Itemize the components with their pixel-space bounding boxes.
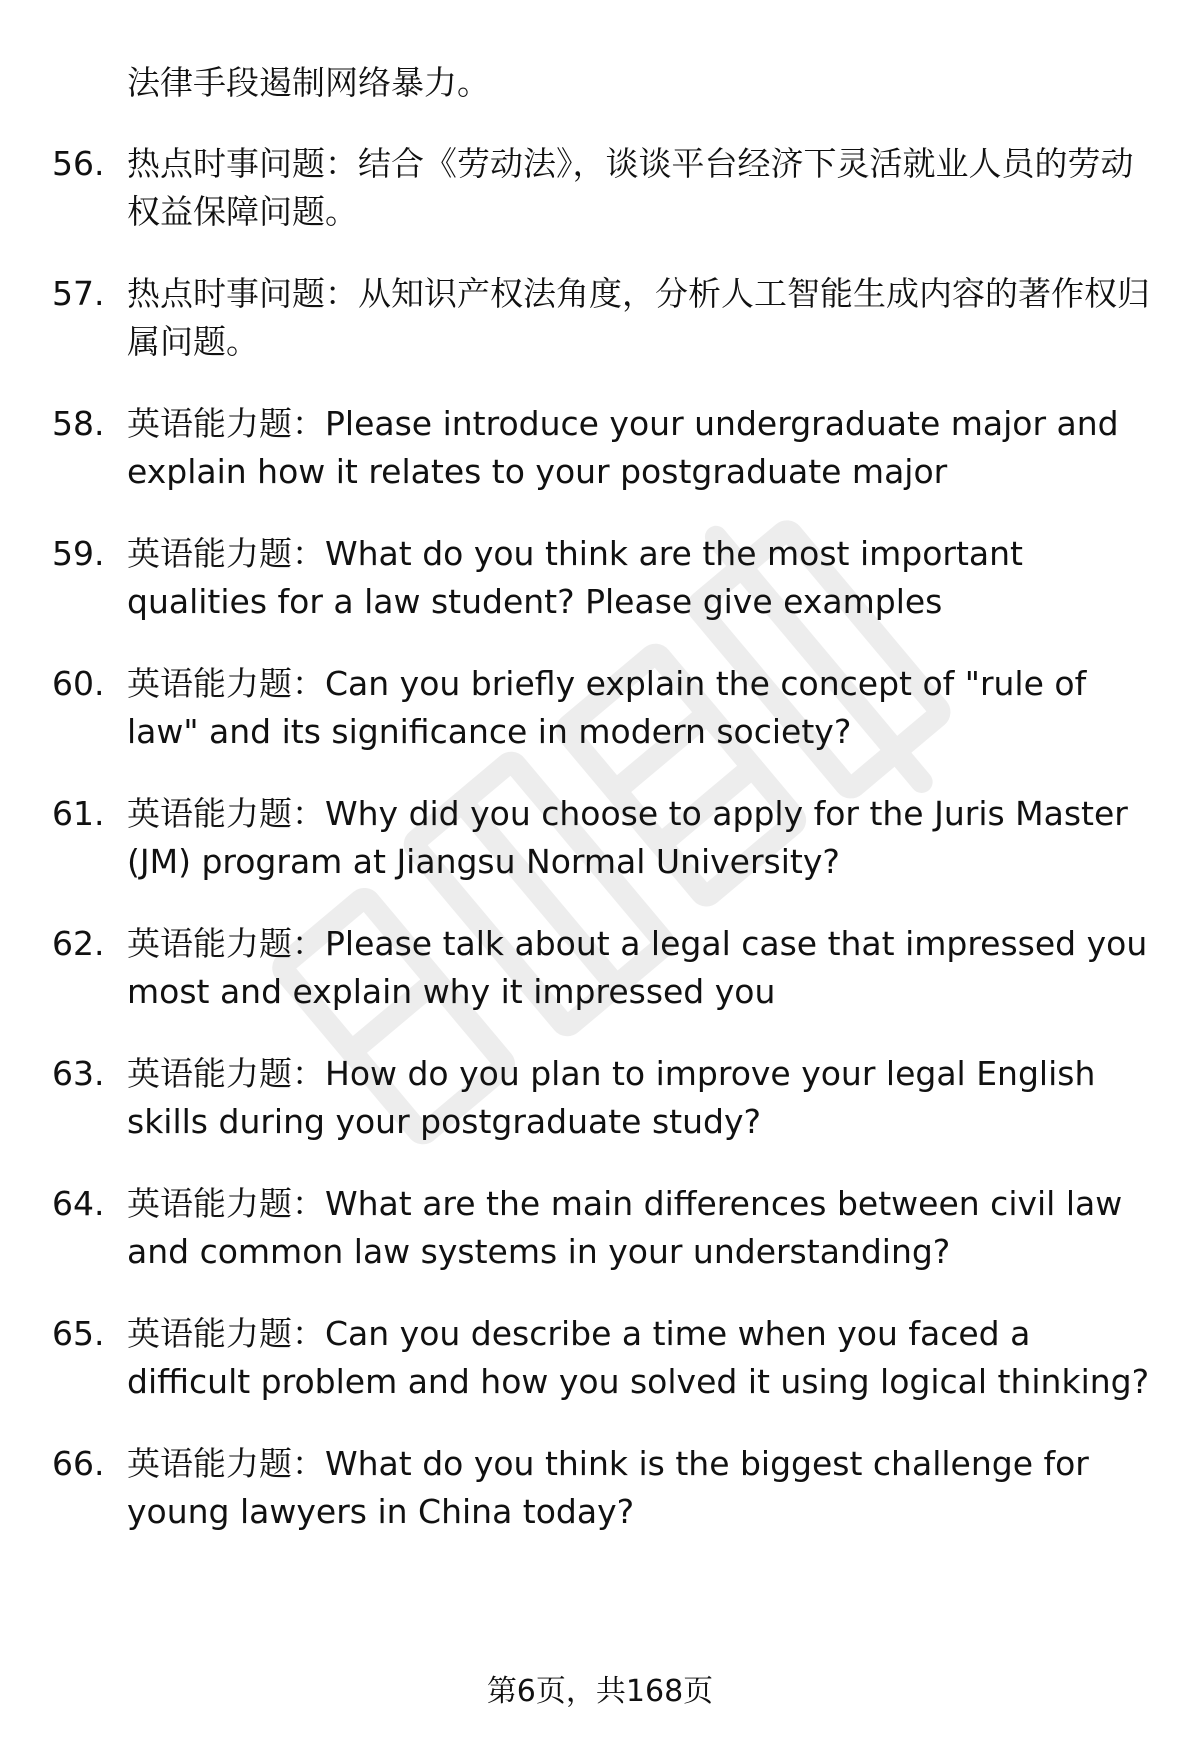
question-item [0,1050,1200,1146]
question-text: 英语能力题：What do you think is the biggest challenge for young lawyers in China today? [127,1444,1089,1531]
question-text: 英语能力题：Why did you choose to apply for the Juris Master (JM) program at Jiangsu Normal University? [127,794,1128,881]
page-footer: 第6页，共168页 [486,1674,714,1709]
question-number: 59. [52,534,105,573]
question-number: 57. [52,274,105,313]
continuation-text: 法律手段遏制网络暴力。 [127,63,490,102]
question-text: 英语能力题：Please talk about a legal case that impressed you most and explain why it impressed you [127,924,1148,1011]
question-text: 英语能力题：What do you think are the most important qualities for a law student? Please give examples [127,534,1023,621]
question-text: 英语能力题：Can you briefly explain the concept of "rule of law" and its significance in modern society? [127,664,1087,751]
question-number: 65. [52,1314,105,1353]
question-text: 热点时事问题：从知识产权法角度，分析人工智能生成内容的著作权归属问题。 [127,274,1150,361]
question-number: 62. [52,924,105,963]
question-number: 60. [52,664,105,703]
question-number: 56. [52,144,105,183]
question-number: 64. [52,1184,105,1223]
question-item [0,920,1200,1016]
question-list [0,140,1200,1570]
question-number: 63. [52,1054,105,1093]
question-item [0,790,1200,886]
question-text: 英语能力题：Please introduce your undergraduate major and explain how it relates to your postgraduate major [127,404,1119,491]
question-item [0,1440,1200,1536]
question-number: 58. [52,404,105,443]
question-text: 热点时事问题：结合《劳动法》，谈谈平台经济下灵活就业人员的劳动权益保障问题。 [127,144,1134,231]
question-item [0,270,1200,366]
question-item [0,530,1200,626]
question-text: 英语能力题：Can you describe a time when you faced a difficult problem and how you solved it using logical thinking? [127,1314,1150,1401]
question-number: 66. [52,1444,105,1483]
question-item [0,1180,1200,1276]
question-item [0,140,1200,236]
question-text: 英语能力题：How do you plan to improve your legal English skills during your postgraduate study? [127,1054,1096,1141]
question-item [0,1310,1200,1406]
question-item [0,660,1200,756]
question-text: 英语能力题：What are the main differences between civil law and common law systems in your understanding? [127,1184,1123,1271]
question-number: 61. [52,794,105,833]
question-item [0,400,1200,496]
